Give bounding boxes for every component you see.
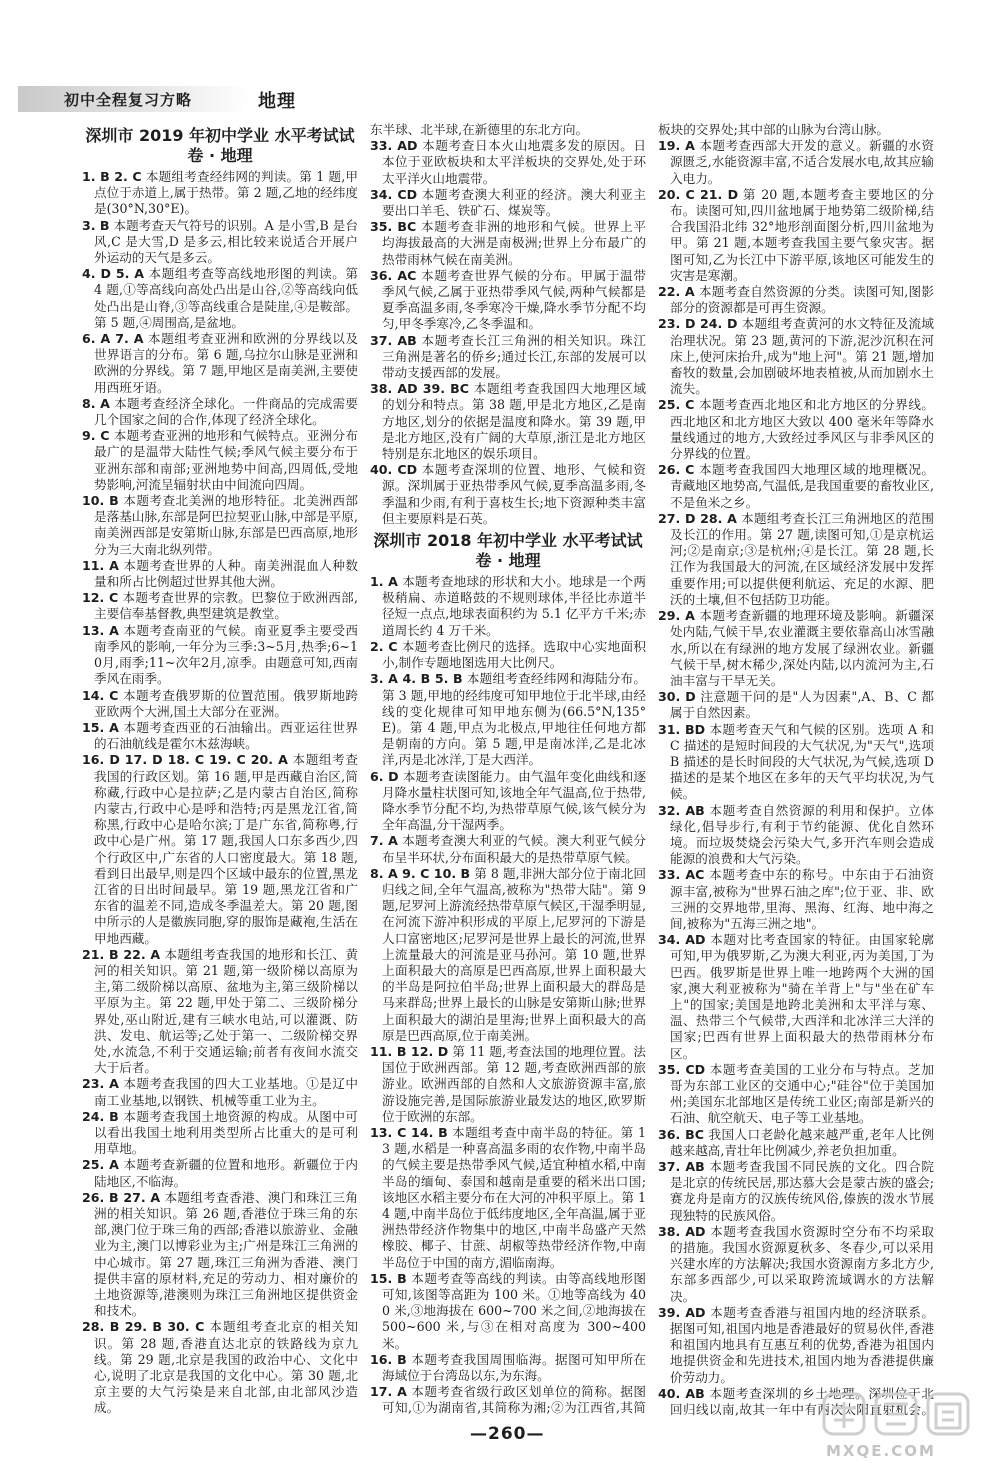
answer-item bbox=[658, 608, 934, 689]
answer-explanation: 本题考查美国的工业分布与特点。芝加哥为东部工业区的交通中心;"硅谷"位于美国加州;美国东北部地区是传统工业区;南部是新兴的石油、航空航天、电子等工业基地。 bbox=[670, 1062, 934, 1126]
watermark-logo bbox=[818, 1390, 988, 1468]
answer-explanation: 本题考查新疆的地理环境及影响。新疆深处内陆,气候干旱,农业灌溉主要依靠高山冰雪融水,所以在有绿洲的地方发展了绿洲农业。新疆气候干旱,树木稀少,深处内陆,以内流河为主,石油丰富与干旱无关。 bbox=[670, 608, 934, 688]
answer-explanation: 本题对比考查国家的特征。由国家轮廓可知,甲为俄罗斯,乙为澳大利亚,丙为美国,丁为巴西。俄罗斯是世界上唯一地跨两个大洲的国家,澳大利亚被称为"骑在羊背上"与"坐在矿车上"的国家;美国是地跨北美洲和太平洋与寒、温、热带三个气候带,大西洋和北冰洋三大洋的国家;巴西有世界上面积最大的热带雨林分布区。 bbox=[670, 932, 934, 1060]
answer-explanation: 本题组考查我国的地形和长江、黄河的相关知识。第 21 题,第一级阶梯以高原为主,第二级阶梯以高原、盆地为主,第三级阶梯以平原为主。第 22 题,甲处于第二、三级阶梯分界处,巫山附近,建有三峡水电站,可以灌溉、防洪、发电、航运等;乙处于第一、二级阶梯交界处,水流急,不利于交通运输;前者有夜间水流交大于后者。 bbox=[94, 947, 358, 1075]
answer-number: 6. A 7. A bbox=[82, 331, 143, 346]
answer-item bbox=[658, 1159, 934, 1224]
answer-explanation: 本题考查香港与祖国内地的经济联系。据图可知,祖国内地是香港最好的贸易伙伴,香港和祖国内地具有互惠互利的优势,香港为祖国内地提供资金和先进技术,祖国内地为香港提供廉价劳动力。 bbox=[670, 1305, 934, 1385]
answer-explanation: 本题组考查经纬网和海陆分布。第 3 题,甲地的经纬度可知甲地位于北半球,由经线的变化规律可知甲地东侧为(66.5°N,135°E)。第 4 题,甲点为北极点,甲地往任何地方都是朝南的方向。第 5 题,甲是南冰洋,乙是北冰洋,丙是北冰洋,丁是大西洋。 bbox=[382, 671, 646, 767]
answer-explanation: 本题组考查亚洲和欧洲的分界线以及世界语言的分布。第 6 题,乌拉尔山脉是亚洲和欧洲的分界线。第 7 题,甲地区是南美洲,主要使用西班牙语。 bbox=[94, 331, 358, 395]
answer-explanation: 本题考查我国周围临海。据图可知甲所在海域位于台湾岛以东,为东海。 bbox=[382, 1352, 646, 1383]
answer-item bbox=[658, 1127, 934, 1159]
answer-number: 19. A bbox=[658, 138, 695, 153]
answer-number: 13. C 14. B bbox=[370, 1125, 448, 1140]
answer-explanation: 本题组考查我国的行政区划。第 16 题,甲是西藏自治区,简称藏,行政中心是拉萨;乙是内蒙古自治区,简称内蒙古,行政中心是呼和浩特;丙是黑龙江省,简称黑,行政中心是哈尔滨;丁是广东省,简称粤,行政中心是广州。第 17 题,我国人口东多西少,四个行政区中,广东省的人口密度最大。第 18 题,看到日出最早,则是四个区域中最东的位置,黑龙江省的日出时间最早。第 19 题,黑龙江省和广东省的温差不同,造成冬季温差大。第 20 题,图中所示的人是徽族同胞,穿的服饰是藏袍,生活在甲地西藏。 bbox=[94, 752, 358, 945]
answer-number: 25. C bbox=[658, 397, 694, 412]
answer-explanation: 本题考查深圳的位置、地形、气候和资源。深圳属于亚热带季风气候,夏季高温多雨,冬季温和少雨,有利于喜枝生长;地下资源种类丰富但主要原料是石英。 bbox=[382, 462, 646, 526]
answer-explanation: 本题考查西部大开发的意义。新疆的水资源匮乏,水能资源丰富,不适合发展水电,故其应输入电力。 bbox=[670, 138, 934, 185]
answer-item bbox=[370, 574, 646, 639]
answer-number: 34. AD bbox=[658, 932, 706, 947]
answer-item bbox=[82, 218, 358, 267]
answer-number: 1. A bbox=[370, 574, 398, 589]
answer-number: 11. A bbox=[82, 558, 119, 573]
answer-item bbox=[82, 331, 358, 396]
answer-explanation: 第 8 题,非洲大部分位于南北回归线之间,全年气温高,被称为"热带大陆"。第 9 题,尼罗河上游流经热带草原气候区,干湿季明显,在河流下游冲积形成的平原上,尼罗河的下游是人口富密地区;尼罗河是世界上最长的河流,世界上流量最大的河流是亚马孙河。第 10 题,世界上面积最大的高原是巴西高原,世界上面积最大的半岛是阿拉伯半岛;世界上面积最大的群岛是马来群岛;世界上最长的山脉是安第斯山脉;世界上面积最大的湖泊是里海;世界上面积最大的高原是巴西高原,位于南美洲。 bbox=[382, 866, 646, 1043]
answer-number: 37. AB bbox=[658, 1159, 705, 1174]
answer-explanation: 本题考查西北地区和北方地区的分界线。西北地区和北方地区大致以 400 毫米年等降水量线通过的地方,大致经过季风区与非季风区的分界线的位置。 bbox=[670, 397, 934, 461]
answer-number: 14. C bbox=[82, 688, 118, 703]
answer-explanation: 本题考查深圳的乡土地理。深圳位于北回归线以南,故其一年中有两次太阳直射机会。 bbox=[670, 1386, 934, 1417]
answer-explanation: 本题考查北美洲的地形特征。北美洲西部是落基山脉,东部是阿巴拉契亚山脉,中部是平原,南美洲西部是安第斯山脉,东部是巴西高原,地形分为三大南北纵列带。 bbox=[94, 493, 358, 557]
answer-item bbox=[658, 397, 934, 462]
answer-item bbox=[82, 169, 358, 218]
answer-explanation: 本题考查澳大利亚的气候。澳大利亚气候分布呈半环状,分布面积最大的是热带草原气候。 bbox=[382, 833, 646, 864]
answer-number: 12. C bbox=[82, 590, 118, 605]
answer-number: 30. D bbox=[658, 689, 696, 704]
answer-explanation: 本题考查天气符号的识别。A 是小雪,B 是台风,C 是大雪,D 是多云,相比较来说适合开展户外运动的天气是多云。 bbox=[94, 218, 358, 265]
answer-number: 28. B 29. B 30. C bbox=[82, 1319, 204, 1334]
answer-explanation: 本题考查我国四大地理区域的地理概况。青藏地区地势高,气温低,是我国重要的畜牧业区,不是鱼米之乡。 bbox=[670, 462, 934, 509]
answer-item bbox=[370, 462, 646, 527]
answer-explanation: 本题考查长江三角洲的相关知识。珠江三角洲是著名的侨乡;通过长江,东部的发展可以带动支援西部的发展。 bbox=[382, 333, 646, 380]
answer-item bbox=[658, 316, 934, 397]
answer-item bbox=[370, 833, 646, 865]
answer-number: 9. C bbox=[82, 428, 109, 443]
answer-explanation: 本题考查天气和气候的区别。选项 A 和 C 描述的是短时间段的大气状况,为"天气",选项 B 描述的是长时间段的大气状况,为气候,选项 D 描述的是某个地区在多年的天气平均状况,为气候。 bbox=[670, 722, 934, 802]
answer-item bbox=[658, 187, 934, 284]
answer-item bbox=[82, 752, 358, 946]
answer-number: 26. B 27. A bbox=[82, 1190, 160, 1205]
answer-explanation: 本题考查自然资源的利用和保护。立体绿化,倡导步行,有利于节约能源、优化自然环境。而垃圾焚烧会污染大气,多开汽车则会造成能源的浪费和大气污染。 bbox=[670, 803, 934, 867]
answer-number: 8. A bbox=[82, 396, 110, 411]
answer-number: 23. D 24. D bbox=[658, 316, 737, 331]
answer-item bbox=[370, 1352, 646, 1384]
answer-item bbox=[370, 769, 646, 834]
answer-explanation: 本题组考查北京的相关知识。第 28 题,香港直达北京的铁路线为京九线。第 29 题,北京是我国的政治中心、文化中心,说明了北京是我国的文化中心。第 30 题,北京主要的大气污染是来自北部,由北部风沙造成。 bbox=[94, 1319, 358, 1415]
answer-explanation: 本题考查我国土地资源的构成。从图中可以看出我国土地利用类型所占比重大的是可利用草地。 bbox=[94, 1109, 358, 1156]
answer-explanation: 本题考查省级行政区划单位的简称。据图可知,①为湖南省,其简称为湘;②为江西省,其简 bbox=[382, 1384, 646, 1417]
answer-number: 40. AB bbox=[658, 1386, 705, 1401]
answer-explanation: 本题考查经济全球化。一件商品的完成需要几个国家之间的合作,体现了经济全球化。 bbox=[94, 396, 358, 427]
section-title: 深圳市 2019 年初中学业 水平考试试卷 · 地理 bbox=[82, 126, 358, 166]
answer-item bbox=[82, 623, 358, 688]
answer-number: 33. AC bbox=[658, 867, 704, 882]
watermark-text: MXQE.COM bbox=[826, 1442, 936, 1460]
answer-number: 38. AD 39. BC bbox=[370, 381, 469, 396]
answer-item bbox=[370, 1271, 646, 1352]
answer-column-2 bbox=[370, 122, 646, 1417]
answer-item bbox=[82, 396, 358, 428]
answer-number: 33. AD bbox=[370, 138, 418, 153]
answer-number: 32. AB bbox=[658, 803, 705, 818]
answer-explanation: 本题组考查长江三角洲地区的范围及长江的作用。第 27 题,读图可知,①是京杭运河;②是南京;③是杭州;④是长江。第 28 题,长江作为我国最大的河流,在区域经济发展中发挥重要作用;可以提供便利航运、充足的水源、肥沃的土壤,但不包括防卫功能。 bbox=[670, 511, 934, 607]
answer-item bbox=[370, 639, 646, 671]
answer-number: 26. C bbox=[658, 462, 694, 477]
answer-number: 10. B bbox=[82, 493, 119, 508]
answer-explanation: 本题考查地球的形状和大小。地球是一个两极稍扁、赤道略鼓的不规则球体,半径比赤道半径短一点点,地球表面积约为 5.1 亿平方千米;赤道周长约 4 万千米。 bbox=[382, 574, 646, 638]
section-title: 深圳市 2018 年初中学业 水平考试试卷 · 地理 bbox=[370, 531, 646, 571]
answer-explanation: 本题考查自然资源的分类。读图可知,图影部分的资源都是可再生资源。 bbox=[670, 284, 934, 315]
answer-item bbox=[658, 689, 934, 721]
answer-number: 3. B bbox=[82, 218, 110, 233]
answer-explanation: 本题考查我国的四大工业基地。①是辽中南工业基地,以钢铁、机械等重工业为主。 bbox=[94, 1076, 358, 1107]
answer-explanation: 本题考查澳大利亚的经济。澳大利亚主要出口羊毛、铁矿石、煤炭等。 bbox=[382, 187, 646, 218]
answer-item bbox=[370, 219, 646, 268]
answer-item bbox=[658, 1062, 934, 1127]
answer-item bbox=[658, 138, 934, 187]
answer-item bbox=[370, 268, 646, 333]
subject-label: 地理 bbox=[258, 87, 296, 113]
answer-column-1 bbox=[82, 122, 358, 1417]
answer-item bbox=[82, 590, 358, 622]
answer-explanation: 本题组考查香港、澳门和珠江三角洲的相关知识。第 26 题,香港位于珠三角的东部,澳门位于珠三角的西部;香港以旅游业、金融业为主,澳门以博彩业为主;广州是珠江三角洲的中心城市。第 27 题,珠江三角洲为香港、澳门提供丰富的原材料,充足的劳动力、相对廉价的土地资源等,港澳则为珠江三角洲地区提供资金和技术。 bbox=[94, 1190, 358, 1318]
answer-explanation: 东半球、北半球,在新德里的东北方向。 bbox=[370, 122, 588, 137]
answer-continuation bbox=[370, 122, 646, 138]
answer-explanation: 我国人口老龄化越来越严重,老年人比例越来越高,青壮年比例减少,养老负担加重。 bbox=[670, 1127, 934, 1158]
answer-explanation: 本题考查我国不同民族的文化。四合院是北京的传统民居,那达慕大会是蒙古族的盛会;赛龙舟是南方的汉族传统风俗,傣族的泼水节展现独特的民族风俗。 bbox=[670, 1159, 934, 1223]
answer-item bbox=[370, 138, 646, 187]
answer-item bbox=[82, 688, 358, 720]
answer-explanation: 本题考查亚洲的地形和气候特点。亚洲分布最广的是温带大陆性气候;季风气候主要分布于亚洲东部和南部;亚洲地势中间高,四周低,受地势影响,河流呈辐射状由中间流向四周。 bbox=[94, 428, 358, 492]
answer-explanation: 本题考查新疆的位置和地形。新疆位于内陆地区,不临海。 bbox=[94, 1157, 358, 1188]
answer-item bbox=[658, 932, 934, 1062]
answer-number: 24. B bbox=[82, 1109, 119, 1124]
answer-explanation: 本题考查比例尺的选择。选取中心实地面积小,制作专题地图选用大比例尺。 bbox=[382, 639, 646, 670]
answer-number: 2. C bbox=[370, 639, 397, 654]
answer-number: 29. A bbox=[658, 608, 695, 623]
answer-number: 35. CD bbox=[658, 1062, 705, 1077]
answer-item bbox=[370, 866, 646, 1044]
answer-explanation: 本题考查世界的宗教。巴黎位于欧洲西部,主要信奉基督教,典型建筑是教堂。 bbox=[94, 590, 358, 621]
book-title: 初中全程复习方略 bbox=[64, 89, 192, 110]
answer-item bbox=[82, 1076, 358, 1108]
answer-explanation: 本题考查我国水资源时空分布不均采取的措施。我国水资源夏秋多、冬春少,可以采用兴建水库的方法解决;我国水资源南方多北方少,东部多西部少,可以采取跨流域调水的方法解决。 bbox=[670, 1224, 934, 1304]
answer-number: 38. AD bbox=[658, 1224, 706, 1239]
answer-item bbox=[82, 720, 358, 752]
answer-item bbox=[82, 1190, 358, 1320]
answer-item bbox=[658, 511, 934, 608]
answer-item bbox=[658, 462, 934, 511]
answer-item bbox=[370, 671, 646, 768]
answer-explanation: 本题考查读图能力。由气温年变化曲线和逐月降水量柱状图可知,该地全年气温高,位于热带,降水季节分配不均,为热带草原气候,该气候分为全年高温,分干湿两季。 bbox=[382, 769, 646, 833]
answer-number: 16. D 17. D 18. C 19. C 20. A bbox=[82, 752, 288, 767]
answer-explanation: 本题组考查我国四大地理区域的划分和特点。第 38 题,甲是北方地区,乙是南方地区,划分的依据是温度和降水。第 39 题,甲是北方地区,没有广阔的大草原,浙江是北方地区特别是东北地区的娱乐项目。 bbox=[382, 381, 646, 461]
answer-item bbox=[82, 947, 358, 1077]
answer-item bbox=[82, 1319, 358, 1416]
answer-item bbox=[658, 1305, 934, 1386]
answer-explanation: 本题考查日本火山地震多发的原因。日本位于亚欧板块和太平洋板块的交界处,处于环太平洋火山地震带。 bbox=[382, 138, 646, 185]
answer-item bbox=[370, 1125, 646, 1271]
answer-number: 22. A bbox=[658, 284, 695, 299]
answer-item bbox=[82, 266, 358, 331]
answer-explanation: 本题考查世界的人种。南美洲混血人种数量和所占比例超过世界其他大洲。 bbox=[94, 558, 358, 589]
answer-number: 36. AC bbox=[370, 268, 416, 283]
answer-number: 21. B 22. A bbox=[82, 947, 160, 962]
answer-number: 27. D 28. A bbox=[658, 511, 737, 526]
answer-continuation bbox=[658, 122, 934, 138]
answer-item bbox=[658, 867, 934, 932]
answer-number: 11. B 12. D bbox=[370, 1044, 448, 1059]
answer-item bbox=[82, 1109, 358, 1158]
answer-item bbox=[82, 1157, 358, 1189]
answer-explanation: 注意题干问的是"人为因素",A、B、C 都属于自然因素。 bbox=[670, 689, 934, 720]
answer-explanation: 本题考查南亚的气候。南亚夏季主要受西南季风的影响,一年分为三季:3~5月,热季;6~10月,雨季;11~次年2月,凉季。由题意可知,西南季风在雨季。 bbox=[94, 623, 358, 687]
answer-item bbox=[370, 1044, 646, 1125]
answer-item bbox=[370, 333, 646, 382]
answer-explanation: 本题考查中东的称号。中东由于石油资源丰富,被称为"世界石油之库";位于亚、非、欧三洲的交界地带,里海、黑海、红海、地中海之间,被称为"五海三洲之地"。 bbox=[670, 867, 934, 931]
answer-number: 6. D bbox=[370, 769, 399, 784]
answer-explanation: 本题考查俄罗斯的位置范围。俄罗斯地跨亚欧两个大洲,国土大部分在亚洲。 bbox=[94, 688, 358, 719]
answer-number: 17. A bbox=[370, 1384, 407, 1399]
answer-number: 16. B bbox=[370, 1352, 407, 1367]
answer-number: 4. D 5. A bbox=[82, 266, 144, 281]
answer-column-3 bbox=[658, 122, 934, 1417]
answer-number: 1. B 2. C bbox=[82, 169, 142, 184]
answer-number: 34. CD bbox=[370, 187, 417, 202]
answer-number: 8. A 9. C 10. B bbox=[370, 866, 470, 881]
answer-item bbox=[370, 187, 646, 219]
answer-item bbox=[82, 428, 358, 493]
answer-number: 3. A 4. B 5. B bbox=[370, 671, 463, 686]
answer-explanation: 本题组考查黄河的水文特征及流域治理状况。第 23 题,黄河的下游,泥沙沉积在河床上,使河床抬升,成为"地上河"。第 21 题,增加畜牧的数量,会加剧破坏地表植被,从而加剧水土流失。 bbox=[670, 316, 934, 396]
answer-explanation: 第 11 题,考查法国的地理位置。法国位于欧洲西部。第 12 题,考查欧洲西部的旅游业。欧洲西部的自然和人文旅游资源丰富,旅游设施完善,是国际旅游业最发达的地区,欧罗斯位于欧洲的东部。 bbox=[382, 1044, 646, 1124]
answer-item bbox=[82, 493, 358, 558]
answer-number: 23. A bbox=[82, 1076, 119, 1091]
answer-number: 7. A bbox=[370, 833, 398, 848]
answer-number: 25. A bbox=[82, 1157, 119, 1172]
answer-number: 15. A bbox=[82, 720, 119, 735]
answer-item bbox=[658, 1224, 934, 1305]
answer-explanation: 本题考查非洲的地形和气候。世界上平均海拔最高的大洲是南极洲;世界上分布最广的热带雨林气候在南美洲。 bbox=[382, 219, 646, 266]
answer-number: 39. AD bbox=[658, 1305, 706, 1320]
answer-item bbox=[658, 722, 934, 803]
answer-number: 35. BC bbox=[370, 219, 416, 234]
answer-explanation: 本题组考查经纬网的判读。第 1 题,甲点位于赤道上,属于热带。第 2 题,乙地的经纬度是(30°N,30°E)。 bbox=[94, 169, 358, 216]
answer-item bbox=[370, 1384, 646, 1417]
answer-explanation: 本题考查等高线的判读。由等高线地形图可知,该图等高距为 100 米。①地等高线为 400 米,③地海拔在 600~700 米之间,②地海拔在 500~600 米,与③在相对高度为 300~400 米。 bbox=[382, 1271, 646, 1351]
answer-item bbox=[82, 558, 358, 590]
page-header bbox=[18, 86, 318, 112]
answer-number: 13. A bbox=[82, 623, 119, 638]
answer-number: 31. BD bbox=[658, 722, 705, 737]
answer-number: 40. CD bbox=[370, 462, 417, 477]
answer-explanation: 本题组考查等高线地形图的判读。第 4 题,①等高线向高处凸出是山谷,②等高线向低处凸出是山脊,③等高线重合是陡崖,④是鞍部。第 5 题,④周围高,是盆地。 bbox=[94, 266, 358, 330]
answer-explanation: 板块的交界处;其中部的山脉为台湾山脉。 bbox=[658, 122, 889, 137]
answer-item bbox=[658, 284, 934, 316]
answer-number: 15. B bbox=[370, 1271, 407, 1286]
page-number: —260— bbox=[470, 1424, 545, 1444]
answer-explanation: 本题考查西亚的石油输出。西亚运往世界的石油航线是霍尔木兹海峡。 bbox=[94, 720, 358, 751]
answer-number: 20. C 21. D bbox=[658, 187, 738, 202]
answer-number: 36. BC bbox=[658, 1127, 704, 1142]
answer-item bbox=[370, 381, 646, 462]
answer-explanation: 本题考查世界气候的分布。甲属于温带季风气候,乙属于亚热带季风气候,两种气候都是夏季高温多雨,冬季寒冷干燥,降水季节分配不均匀,甲冬季寒冷,乙冬季温和。 bbox=[382, 268, 646, 332]
answer-number: 37. AB bbox=[370, 333, 417, 348]
answer-explanation: 第 20 题,本题考查主要地区的分布。读图可知,四川盆地属于地势第二级阶梯,结合我国沿北纬 32°地形剖面图分析,四川盆地为甲。第 21 题,本题考查我国主要气象灾害。据图可知,乙为长江中下游平原,该地区可能发生的灾害是寒潮。 bbox=[670, 187, 934, 283]
answer-explanation: 本题组考查中南半岛的特征。第 13 题,水稻是一种喜高温多雨的农作物,中南半岛的气候主要是热带季风气候,适宜种植水稻,中南半岛的缅甸、泰国和越南是重要的稻米出口国;该地区水稻主要分布在大河的冲积平原上。第 14 题,中南半岛位于低纬度地区,全年高温,属于亚洲热带经济作物集中的地区,中南半岛盛产天然橡胶、椰子、甘蔗、胡椒等热带经济作物,中南半岛位于中国的南方,湄临南海。 bbox=[382, 1125, 646, 1270]
answer-item bbox=[658, 803, 934, 868]
